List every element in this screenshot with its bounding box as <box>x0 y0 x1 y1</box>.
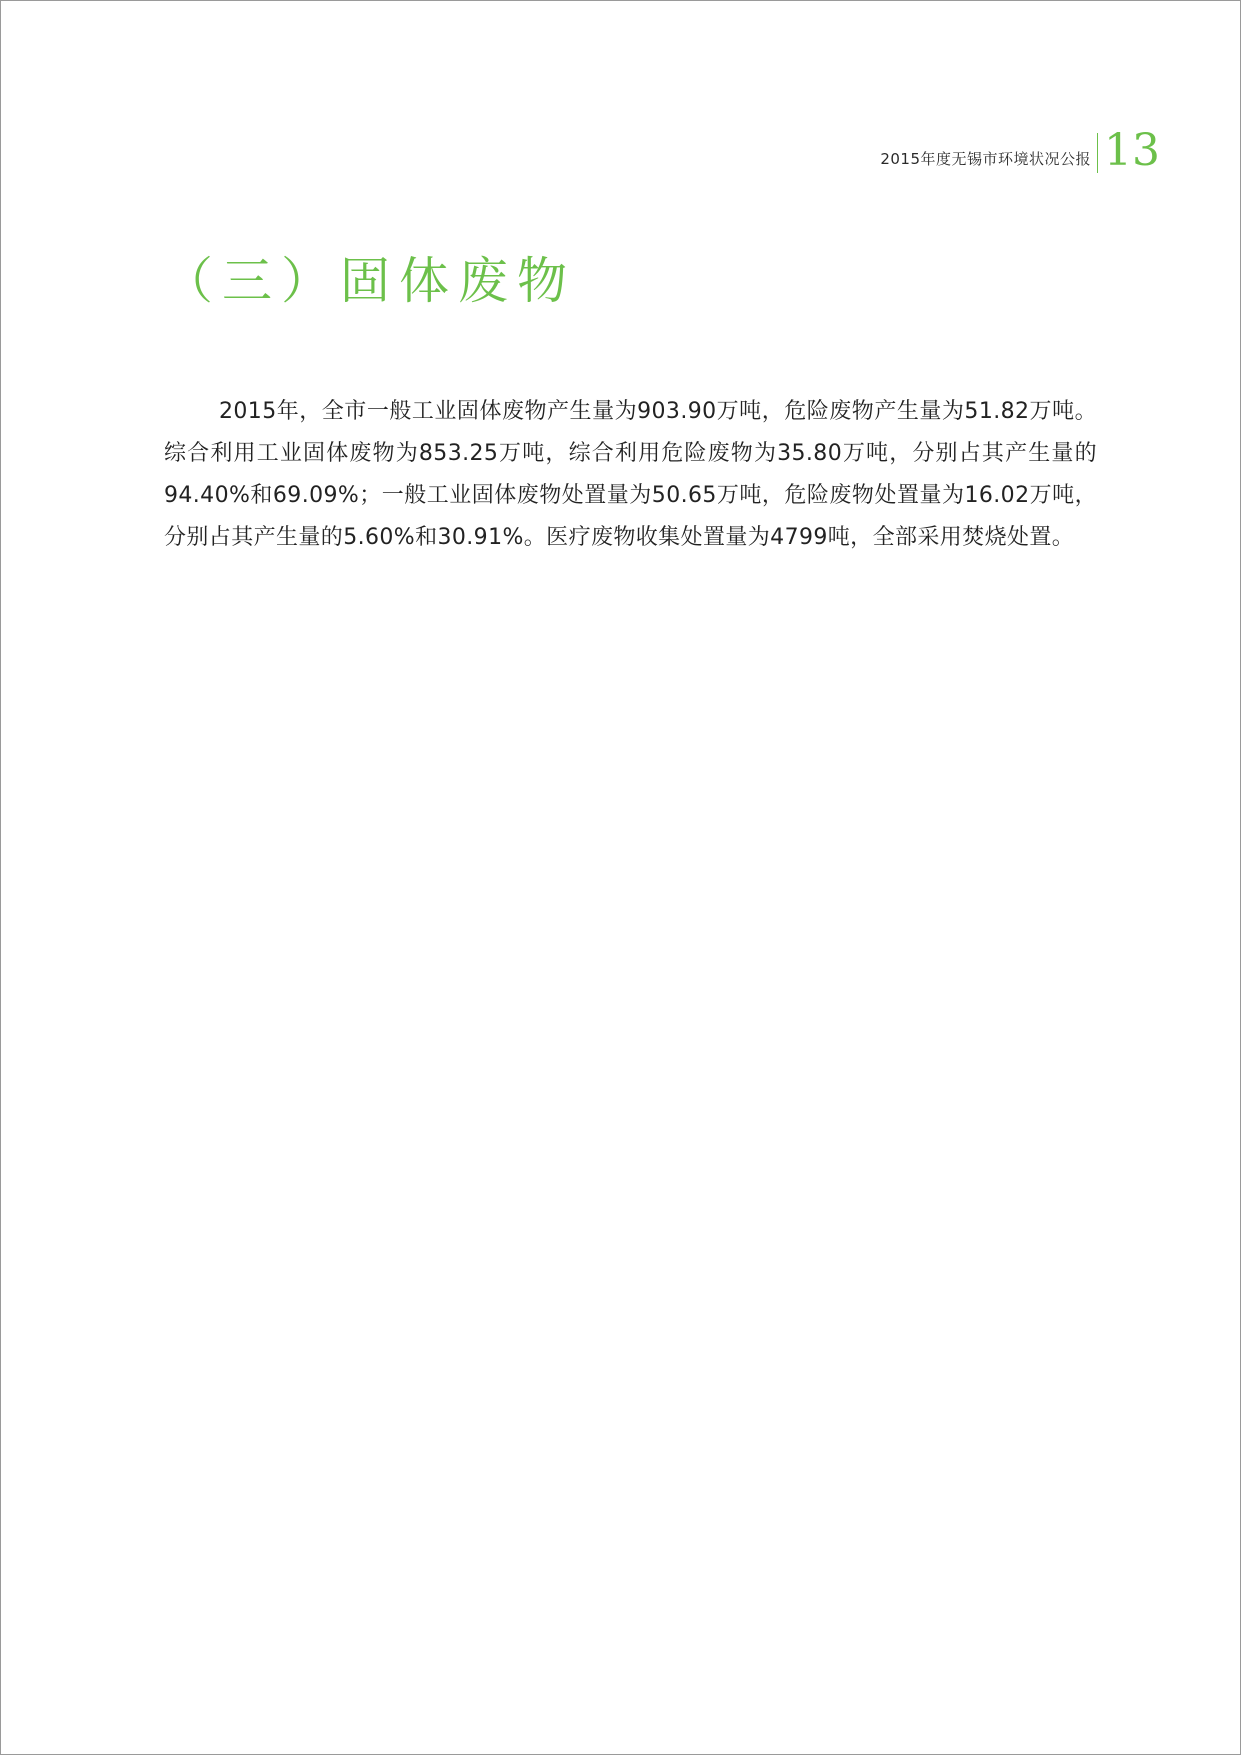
body-paragraph: 2015年，全市一般工业固体废物产生量为903.90万吨，危险废物产生量为51.82万吨。综合利用工业固体废物为853.25万吨，综合利用危险废物为35.80万吨，分别占其产生量的94.40%和69.09%；一般工业固体废物处置量为50.65万吨，危险废物处置量为16.02万吨，分别占其产生量的5.60%和30.91%。医疗废物收集处置量为4799吨，全部采用焚烧处置。 <box>164 399 1097 550</box>
page-number: 13 <box>1104 125 1160 176</box>
section-heading: （三）固体废物 <box>163 252 576 310</box>
page-header <box>880 125 1160 176</box>
report-title: 2015年度无锡市环境状况公报 <box>880 150 1091 168</box>
header-divider <box>1097 133 1098 173</box>
